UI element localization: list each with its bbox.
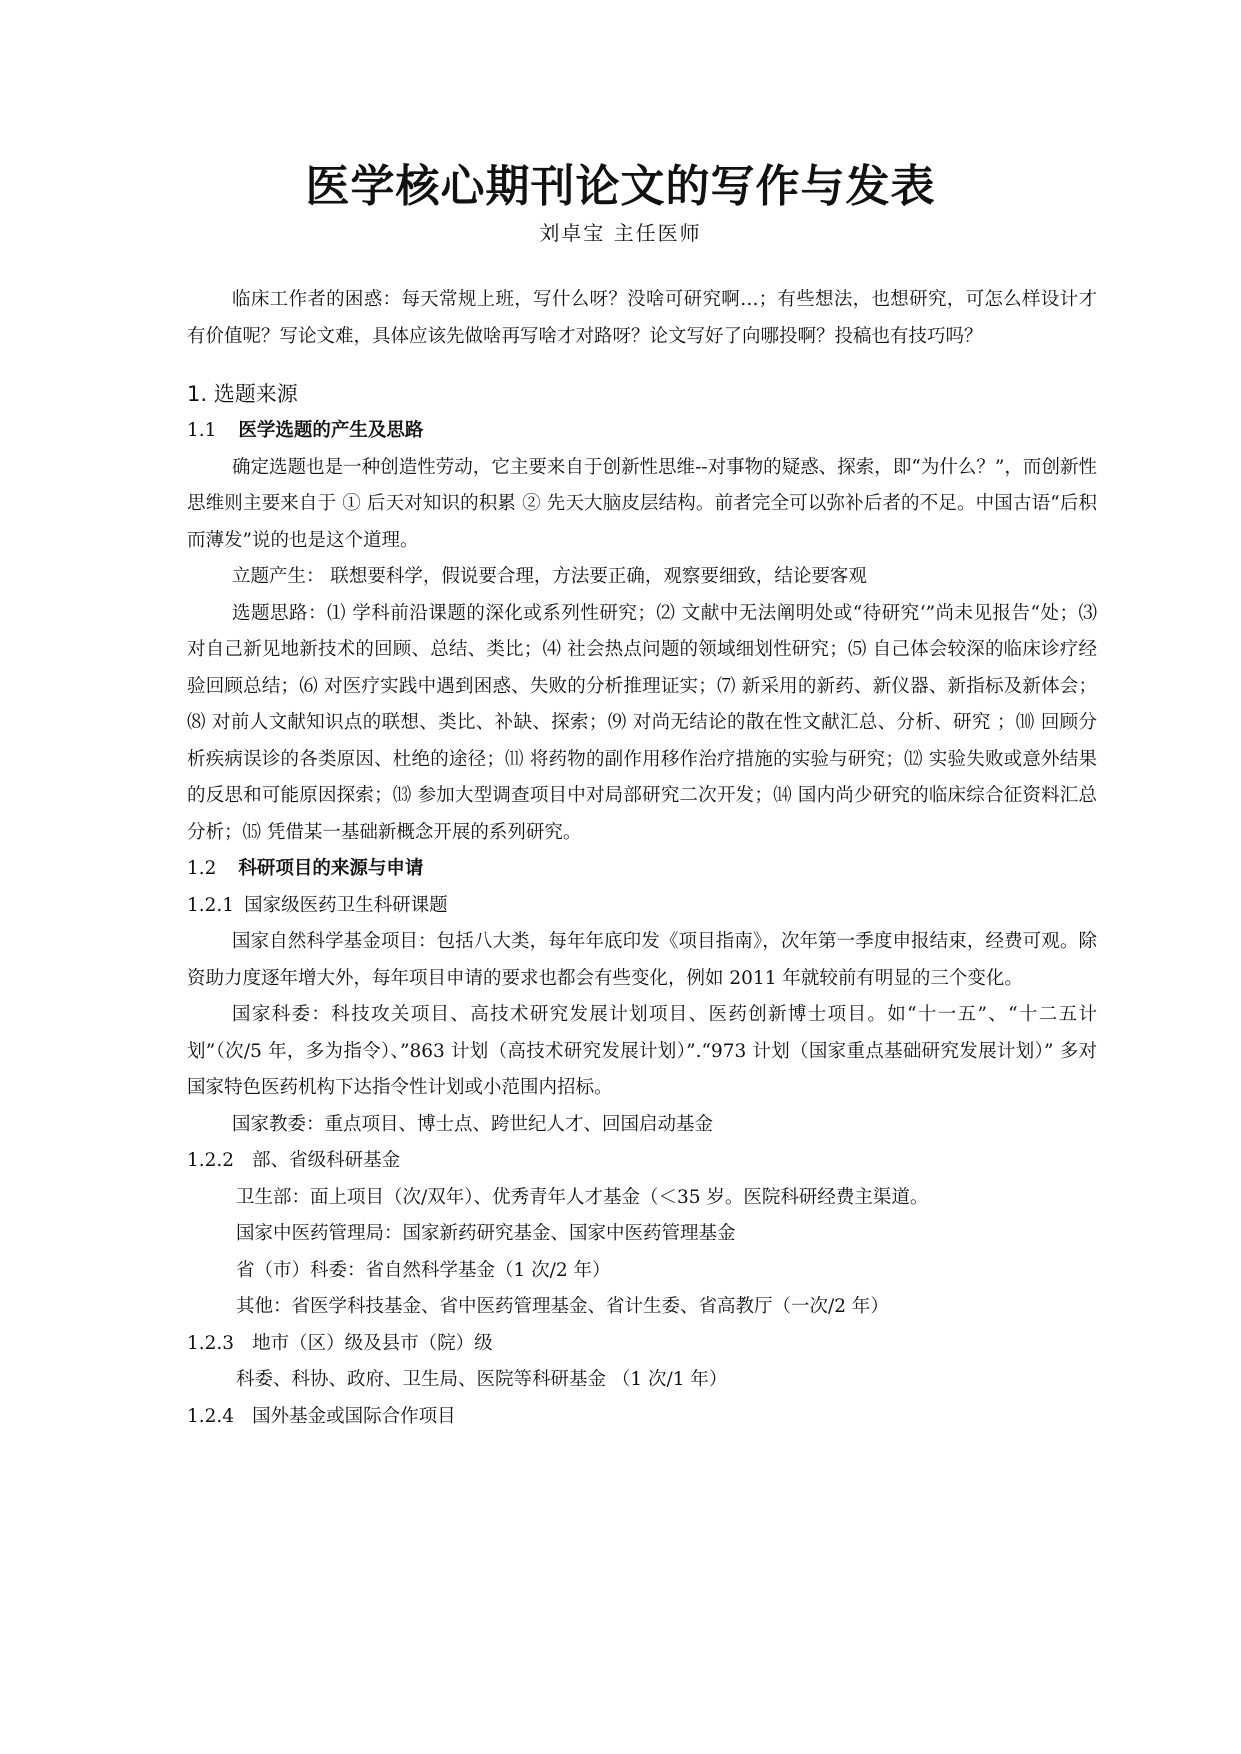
subsection-number: 1.2 — [187, 858, 217, 879]
paragraph-1-2-1-c: 国家教委：重点项目、博士点、跨世纪人才、回国启动基金 — [232, 1113, 714, 1135]
list-item: 省（市）科委：省自然科学基金（1 次/2 年） — [236, 1259, 611, 1281]
section-heading-1: 1. 选题来源 — [187, 382, 298, 406]
subsubsection-heading-1-2-1 — [187, 888, 1097, 925]
subsubsection-number: 1.2.1 — [187, 894, 235, 916]
subsection-title: 科研项目的来源与申请 — [238, 858, 424, 879]
list-item: 科委、科协、政府、卫生局、医院等科研基金 （1 次/1 年） — [236, 1369, 728, 1390]
paragraph-1-2-1-b: 国家科委：科技攻关项目、高技术研究发展计划项目、医药创新博士项目。如“十一五”、“十二五计划”（次/5 年，多为指令）、”863 计划（高技术研究发展计划）”.“973 计划（国家重点基础研究发展计划）” 多对国家特色医药机构下达指令性计划或小范围内招标。 — [187, 1004, 1097, 1098]
subsubsection-number: 1.2.2 — [187, 1150, 235, 1171]
paragraph-1-1-a: 确定选题也是一种创造性劳动，它主要来自于创新性思维--对事物的疑惑、探索，即“为什么？”，而创新性思维则主要来自于 ① 后天对知识的积累 ② 先天大脑皮层结构。前者完全可以弥补后者的不足。中国古语“后积而薄发”说的也是这个道理。 — [187, 456, 1097, 551]
subsection-title: 医学选题的产生及思路 — [238, 420, 424, 441]
subsection-heading-1-1 — [187, 413, 1097, 450]
subsubsection-heading-1-2-2 — [187, 1143, 1097, 1180]
list-item: 卫生部：面上项目（次/双年）、优秀青年人才基金（＜35 岁。医院科研经费主渠道。 — [236, 1186, 929, 1208]
subsubsection-title: 地市（区）级及县市（院）级 — [252, 1332, 493, 1354]
document-title: 医学核心期刊论文的写作与发表 — [305, 161, 936, 212]
paragraph-1-2-1-a: 国家自然科学基金项目：包括八大类，每年年底印发《项目指南》，次年第一季度申报结束，经费可观。除资助力度逐年增大外，每年项目申请的要求也都会有些变化，例如 2011 年就较前有明显的三个变化。 — [187, 931, 1097, 989]
subsubsection-heading-1-2-4 — [187, 1399, 1097, 1436]
intro-paragraph: 临床工作者的困惑：每天常规上班，写什么呀？没啥可研究啊…；有些想法，也想研究，可怎么样设计才有价值呢？写论文难，具体应该先做啥再写啥才对路呀？论文写好了向哪投啊？投稿也有技巧吗？ — [187, 289, 1097, 347]
subsubsection-number: 1.2.3 — [187, 1332, 235, 1354]
list-item: 其他：省医学科技基金、省中医药管理基金、省计生委、省高教厅（一次/2 年） — [236, 1296, 889, 1317]
subsubsection-title: 国外基金或国际合作项目 — [252, 1405, 456, 1427]
document-body — [187, 282, 1097, 1435]
document-author: 刘卓宝 主任医师 — [539, 221, 702, 245]
subsubsection-number: 1.2.4 — [187, 1405, 235, 1427]
paragraph-1-1-c: 选题思路：⑴ 学科前沿课题的深化或系列性研究；⑵ 文献中无法阐明处或“待研究‘”尚未见报告“处；⑶ 对自己新见地新技术的回顾、总结、类比；⑷ 社会热点问题的领域细划性研究；⑸ 自己体会较深的临床诊疗经验回顾总结；⑹ 对医疗实践中遇到困惑、失败的分析推理证实；⑺ 新采用的新药、新仪器、新指标及新体会；⑻ 对前人文献知识点的联想、类比、补缺、探索；⑼ 对尚无结论的散在性文献汇总、分析、研究 ；⑽ 回顾分析疾病误诊的各类原因、杜绝的途径；⑾ 将药物的副作用移作治疗措施的实验与研究；⑿ 实验失败或意外结果的反思和可能原因探索；⒀ 参加大型调查项目中对局部研究二次开发；⒁ 国内尚少研究的临床综合征资料汇总分析；⒂ 凭借某一基础新概念开展的系列研究。 — [187, 602, 1097, 843]
paragraph-1-1-b: 立题产生： 联想要科学，假说要合理，方法要正确，观察要细致，结论要客观 — [232, 566, 867, 587]
subsubsection-title: 部、省级科研基金 — [252, 1150, 401, 1171]
list-item: 国家中医药管理局：国家新药研究基金、国家中医药管理基金 — [236, 1223, 736, 1244]
subsubsection-title: 国家级医药卫生科研课题 — [244, 894, 448, 916]
subsection-number: 1.1 — [187, 420, 217, 441]
subsection-heading-1-2 — [187, 851, 1097, 888]
subsubsection-heading-1-2-3 — [187, 1326, 1097, 1363]
